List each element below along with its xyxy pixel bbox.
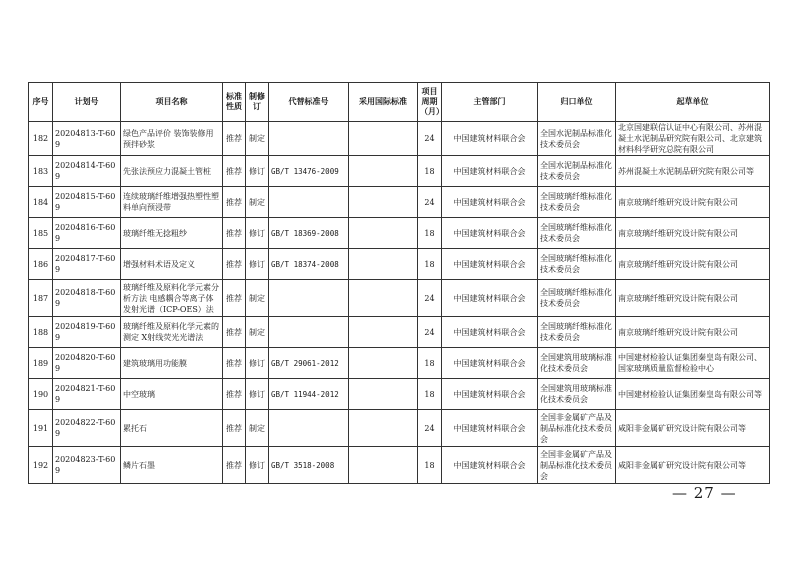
- international-standard: [349, 447, 418, 484]
- project-name: 玻璃纤维及原料化学元素分析方法 电感耦合等离子体发射光谱（ICP-OES）法: [121, 280, 223, 317]
- page-number: — 27 —: [672, 484, 737, 502]
- table-row: [29, 249, 770, 280]
- standards-plan-table: [28, 82, 770, 484]
- standard-nature: 推荐: [223, 317, 246, 348]
- row-number: 192: [29, 447, 53, 484]
- project-name: 建筑玻璃用功能膜: [121, 348, 223, 379]
- plan-number: 20204813-T-609: [53, 122, 121, 156]
- revision-type: 修订: [246, 156, 269, 187]
- project-name: 先张法预应力混凝土管桩: [121, 156, 223, 187]
- project-period: 24: [418, 317, 442, 348]
- standard-nature: 推荐: [223, 410, 246, 447]
- column-header: 标准性质: [223, 83, 246, 122]
- project-period: 24: [418, 410, 442, 447]
- column-header: 代替标准号: [269, 83, 349, 122]
- competent-department: 中国建筑材料联合会: [442, 156, 538, 187]
- revision-type: 制定: [246, 410, 269, 447]
- project-name: 鳞片石墨: [121, 447, 223, 484]
- revision-type: 修订: [246, 447, 269, 484]
- standard-nature: 推荐: [223, 348, 246, 379]
- technical-committee: 全国建筑用玻璃标准化技术委员会: [538, 379, 616, 410]
- standard-nature: 推荐: [223, 280, 246, 317]
- revision-type: 制定: [246, 122, 269, 156]
- technical-committee: 全国玻璃纤维标准化技术委员会: [538, 280, 616, 317]
- table-row: [29, 379, 770, 410]
- row-number: 187: [29, 280, 53, 317]
- drafting-unit: 南京玻璃纤维研究设计院有限公司: [616, 280, 770, 317]
- project-name: 增强材料术语及定义: [121, 249, 223, 280]
- replaced-standard: GB/T 11944-2012: [269, 379, 349, 410]
- international-standard: [349, 249, 418, 280]
- drafting-unit: 南京玻璃纤维研究设计院有限公司: [616, 187, 770, 218]
- international-standard: [349, 410, 418, 447]
- replaced-standard: GB/T 18374-2008: [269, 249, 349, 280]
- table-body: [29, 122, 770, 484]
- column-header: 制修订: [246, 83, 269, 122]
- project-period: 18: [418, 348, 442, 379]
- standard-nature: 推荐: [223, 218, 246, 249]
- competent-department: 中国建筑材料联合会: [442, 379, 538, 410]
- standard-nature: 推荐: [223, 156, 246, 187]
- international-standard: [349, 156, 418, 187]
- table-row: [29, 280, 770, 317]
- plan-number: 20204819-T-609: [53, 317, 121, 348]
- international-standard: [349, 317, 418, 348]
- table-row: [29, 122, 770, 156]
- row-number: 186: [29, 249, 53, 280]
- plan-number: 20204817-T-609: [53, 249, 121, 280]
- standard-nature: 推荐: [223, 187, 246, 218]
- project-period: 18: [418, 218, 442, 249]
- plan-number: 20204815-T-609: [53, 187, 121, 218]
- table-row: [29, 156, 770, 187]
- revision-type: 修订: [246, 348, 269, 379]
- drafting-unit: 南京玻璃纤维研究设计院有限公司: [616, 218, 770, 249]
- technical-committee: 全国水泥制品标准化技术委员会: [538, 156, 616, 187]
- project-period: 24: [418, 280, 442, 317]
- drafting-unit: 南京玻璃纤维研究设计院有限公司: [616, 249, 770, 280]
- technical-committee: 全国玻璃纤维标准化技术委员会: [538, 317, 616, 348]
- drafting-unit: 咸阳非金属矿研究设计院有限公司等: [616, 447, 770, 484]
- row-number: 184: [29, 187, 53, 218]
- revision-type: 制定: [246, 280, 269, 317]
- standard-nature: 推荐: [223, 249, 246, 280]
- competent-department: 中国建筑材料联合会: [442, 447, 538, 484]
- replaced-standard: [269, 187, 349, 218]
- project-period: 24: [418, 187, 442, 218]
- competent-department: 中国建筑材料联合会: [442, 122, 538, 156]
- revision-type: 修订: [246, 218, 269, 249]
- drafting-unit: 中国建材检验认证集团秦皇岛有限公司等: [616, 379, 770, 410]
- drafting-unit: 苏州混凝土水泥制品研究院有限公司等: [616, 156, 770, 187]
- standard-nature: 推荐: [223, 122, 246, 156]
- replaced-standard: GB/T 13476-2009: [269, 156, 349, 187]
- international-standard: [349, 187, 418, 218]
- technical-committee: 全国玻璃纤维标准化技术委员会: [538, 187, 616, 218]
- replaced-standard: [269, 317, 349, 348]
- column-header: 主管部门: [442, 83, 538, 122]
- standard-nature: 推荐: [223, 447, 246, 484]
- drafting-unit: 南京玻璃纤维研究设计院有限公司: [616, 317, 770, 348]
- revision-type: 修订: [246, 249, 269, 280]
- project-period: 18: [418, 379, 442, 410]
- table-row: [29, 187, 770, 218]
- competent-department: 中国建筑材料联合会: [442, 187, 538, 218]
- competent-department: 中国建筑材料联合会: [442, 218, 538, 249]
- drafting-unit: 中国建材检验认证集团秦皇岛有限公司、国家玻璃质量监督检验中心: [616, 348, 770, 379]
- row-number: 191: [29, 410, 53, 447]
- table-row: [29, 410, 770, 447]
- revision-type: 修订: [246, 379, 269, 410]
- row-number: 185: [29, 218, 53, 249]
- plan-number: 20204822-T-609: [53, 410, 121, 447]
- replaced-standard: [269, 410, 349, 447]
- row-number: 188: [29, 317, 53, 348]
- standard-nature: 推荐: [223, 379, 246, 410]
- project-name: 中空玻璃: [121, 379, 223, 410]
- technical-committee: 全国建筑用玻璃标准化技术委员会: [538, 348, 616, 379]
- technical-committee: 全国水泥制品标准化技术委员会: [538, 122, 616, 156]
- competent-department: 中国建筑材料联合会: [442, 317, 538, 348]
- row-number: 182: [29, 122, 53, 156]
- table-row: [29, 348, 770, 379]
- international-standard: [349, 348, 418, 379]
- competent-department: 中国建筑材料联合会: [442, 410, 538, 447]
- technical-committee: 全国玻璃纤维标准化技术委员会: [538, 218, 616, 249]
- technical-committee: 全国非金属矿产品及制品标准化技术委员会: [538, 410, 616, 447]
- replaced-standard: GB/T 29061-2012: [269, 348, 349, 379]
- competent-department: 中国建筑材料联合会: [442, 280, 538, 317]
- drafting-unit: 北京国建联信认证中心有限公司、苏州混凝土水泥制品研究院有限公司、北京建筑材料科学研究总院有限公司: [616, 122, 770, 156]
- table-row: [29, 218, 770, 249]
- international-standard: [349, 122, 418, 156]
- revision-type: 制定: [246, 187, 269, 218]
- table-header-row: [29, 83, 770, 122]
- replaced-standard: [269, 122, 349, 156]
- plan-number: 20204820-T-609: [53, 348, 121, 379]
- column-header: 归口单位: [538, 83, 616, 122]
- project-name: 绿色产品评价 装饰装修用预拌砂浆: [121, 122, 223, 156]
- plan-number: 20204814-T-609: [53, 156, 121, 187]
- row-number: 190: [29, 379, 53, 410]
- replaced-standard: GB/T 18369-2008: [269, 218, 349, 249]
- project-period: 18: [418, 447, 442, 484]
- plan-number: 20204818-T-609: [53, 280, 121, 317]
- row-number: 183: [29, 156, 53, 187]
- project-period: 18: [418, 249, 442, 280]
- project-name: 连续玻璃纤维增强热塑性塑料单向预浸带: [121, 187, 223, 218]
- replaced-standard: GB/T 3518-2008: [269, 447, 349, 484]
- column-header: 项目周期（月）: [418, 83, 442, 122]
- project-name: 玻璃纤维及原料化学元素的测定 X射线荧光光谱法: [121, 317, 223, 348]
- international-standard: [349, 379, 418, 410]
- row-number: 189: [29, 348, 53, 379]
- international-standard: [349, 218, 418, 249]
- column-header: 序号: [29, 83, 53, 122]
- plan-number: 20204823-T-609: [53, 447, 121, 484]
- technical-committee: 全国玻璃纤维标准化技术委员会: [538, 249, 616, 280]
- plan-number: 20204821-T-609: [53, 379, 121, 410]
- technical-committee: 全国非金属矿产品及制品标准化技术委员会: [538, 447, 616, 484]
- table-row: [29, 317, 770, 348]
- international-standard: [349, 280, 418, 317]
- project-name: 累托石: [121, 410, 223, 447]
- competent-department: 中国建筑材料联合会: [442, 348, 538, 379]
- drafting-unit: 咸阳非金属矿研究设计院有限公司等: [616, 410, 770, 447]
- column-header: 采用国际标准: [349, 83, 418, 122]
- revision-type: 制定: [246, 317, 269, 348]
- column-header: 计划号: [53, 83, 121, 122]
- plan-number: 20204816-T-609: [53, 218, 121, 249]
- project-name: 玻璃纤维无捻粗纱: [121, 218, 223, 249]
- column-header: 项目名称: [121, 83, 223, 122]
- replaced-standard: [269, 280, 349, 317]
- column-header: 起草单位: [616, 83, 770, 122]
- project-period: 24: [418, 122, 442, 156]
- table-row: [29, 447, 770, 484]
- competent-department: 中国建筑材料联合会: [442, 249, 538, 280]
- project-period: 18: [418, 156, 442, 187]
